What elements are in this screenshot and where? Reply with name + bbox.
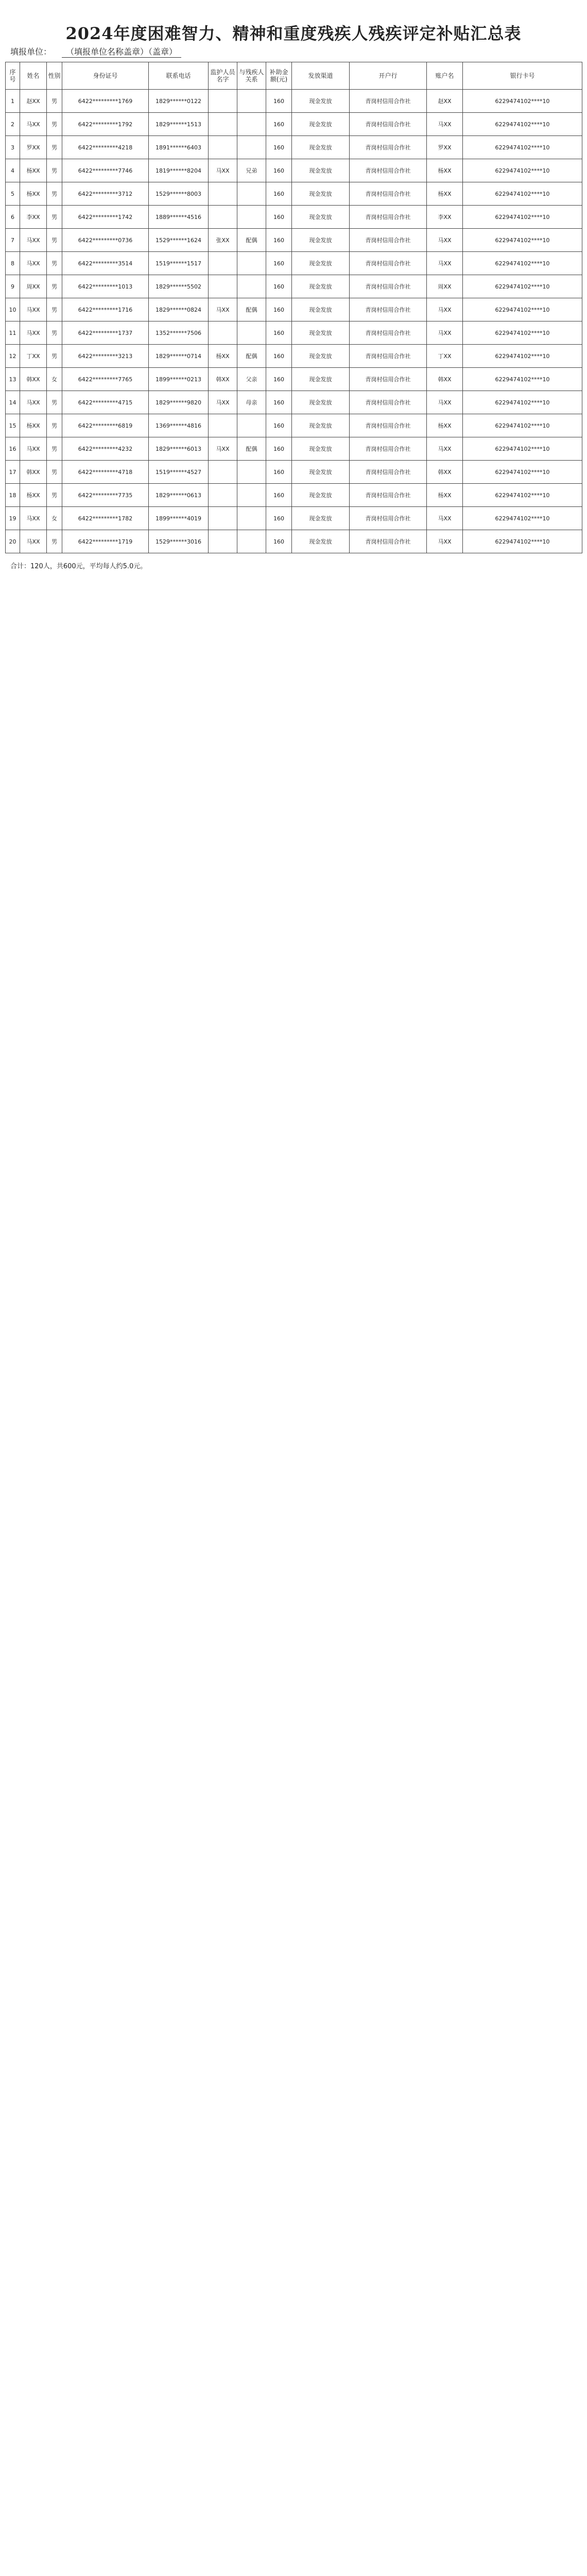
- table-cell: 3: [6, 136, 20, 159]
- table-row: [6, 507, 582, 530]
- table-cell: 6229474102****10: [463, 206, 582, 229]
- table-cell: 马XX: [209, 159, 237, 182]
- table-cell: 杨XX: [427, 159, 463, 182]
- table-cell: 1829******0122: [149, 90, 209, 113]
- table-cell: 青岗村信用合作社: [350, 391, 427, 414]
- table-cell: 1829******9820: [149, 391, 209, 414]
- table-cell: [237, 321, 266, 345]
- table-cell: [209, 206, 237, 229]
- table-cell: 1529******8003: [149, 182, 209, 206]
- table-cell: 6422*********4218: [62, 136, 149, 159]
- table-row: [6, 252, 582, 275]
- table-cell: 周XX: [427, 275, 463, 298]
- table-cell: 马XX: [20, 229, 47, 252]
- table-cell: 赵XX: [427, 90, 463, 113]
- table-cell: 1819******8204: [149, 159, 209, 182]
- table-cell: 杨XX: [20, 414, 47, 437]
- table-cell: [209, 484, 237, 507]
- table-cell: 10: [6, 298, 20, 321]
- header-cell: 监护人员名字: [209, 62, 237, 90]
- header-cell: 姓名: [20, 62, 47, 90]
- header-cell: 身份证号: [62, 62, 149, 90]
- table-cell: 杨XX: [427, 414, 463, 437]
- table-cell: 8: [6, 252, 20, 275]
- table-cell: 男: [47, 484, 62, 507]
- table-cell: 4: [6, 159, 20, 182]
- header-cell: 开户行: [350, 62, 427, 90]
- table-cell: 青岗村信用合作社: [350, 461, 427, 484]
- table-cell: 青岗村信用合作社: [350, 252, 427, 275]
- table-cell: 6229474102****10: [463, 275, 582, 298]
- table-cell: 现金发放: [292, 182, 350, 206]
- table-cell: 男: [47, 182, 62, 206]
- table-cell: 韩XX: [20, 461, 47, 484]
- table-cell: 6422*********1737: [62, 321, 149, 345]
- table-cell: 杨XX: [427, 484, 463, 507]
- table-cell: 6229474102****10: [463, 461, 582, 484]
- table-cell: 父亲: [237, 368, 266, 391]
- table-cell: 韩XX: [427, 461, 463, 484]
- table-row: [6, 391, 582, 414]
- table-cell: 6422*********7765: [62, 368, 149, 391]
- table-cell: 15: [6, 414, 20, 437]
- table-cell: 青岗村信用合作社: [350, 298, 427, 321]
- table-cell: 160: [266, 345, 292, 368]
- table-cell: 6229474102****10: [463, 136, 582, 159]
- table-cell: 18: [6, 484, 20, 507]
- table-cell: 韩XX: [20, 368, 47, 391]
- table-cell: 马XX: [427, 391, 463, 414]
- table-cell: 现金发放: [292, 345, 350, 368]
- table-cell: 1529******1624: [149, 229, 209, 252]
- table-cell: 青岗村信用合作社: [350, 507, 427, 530]
- table-cell: 杨XX: [209, 345, 237, 368]
- table-cell: 男: [47, 321, 62, 345]
- table-cell: 男: [47, 136, 62, 159]
- table-cell: 杨XX: [20, 182, 47, 206]
- header-cell: 性别: [47, 62, 62, 90]
- table-cell: 1829******1513: [149, 113, 209, 136]
- table-cell: 现金发放: [292, 507, 350, 530]
- table-cell: 马XX: [427, 229, 463, 252]
- header-cell: 与残疾人关系: [237, 62, 266, 90]
- table-cell: 李XX: [427, 206, 463, 229]
- table-row: [6, 275, 582, 298]
- table-cell: 韩XX: [209, 368, 237, 391]
- table-cell: [237, 136, 266, 159]
- table-cell: [237, 113, 266, 136]
- table-cell: [209, 90, 237, 113]
- table-cell: 6422*********1792: [62, 113, 149, 136]
- table-row: [6, 345, 582, 368]
- table-cell: [237, 252, 266, 275]
- table-cell: 马XX: [20, 391, 47, 414]
- table-cell: [209, 414, 237, 437]
- summary-sheet: [0, 0, 587, 570]
- table-cell: 马XX: [20, 252, 47, 275]
- table-row: [6, 229, 582, 252]
- table-cell: 6422*********3213: [62, 345, 149, 368]
- table-cell: 配偶: [237, 229, 266, 252]
- table-cell: 女: [47, 507, 62, 530]
- table-cell: 6229474102****10: [463, 345, 582, 368]
- table-cell: 1891******6403: [149, 136, 209, 159]
- table-row: [6, 414, 582, 437]
- unit-label: 填报单位：: [10, 47, 52, 57]
- table-cell: 6229474102****10: [463, 90, 582, 113]
- subsidy-table: [5, 62, 582, 553]
- table-cell: 现金发放: [292, 461, 350, 484]
- table-cell: 6422*********4718: [62, 461, 149, 484]
- table-cell: 6229474102****10: [463, 437, 582, 461]
- table-cell: 6229474102****10: [463, 530, 582, 553]
- table-cell: [237, 461, 266, 484]
- table-cell: 杨XX: [20, 159, 47, 182]
- table-cell: 6229474102****10: [463, 321, 582, 345]
- table-cell: 配偶: [237, 298, 266, 321]
- table-cell: 现金发放: [292, 391, 350, 414]
- table-cell: 青岗村信用合作社: [350, 414, 427, 437]
- table-cell: 1829******0824: [149, 298, 209, 321]
- table-cell: 配偶: [237, 345, 266, 368]
- table-row: [6, 182, 582, 206]
- table-cell: 马XX: [209, 298, 237, 321]
- table-cell: 青岗村信用合作社: [350, 182, 427, 206]
- table-cell: [209, 113, 237, 136]
- table-cell: 青岗村信用合作社: [350, 530, 427, 553]
- table-cell: [237, 275, 266, 298]
- table-cell: 6422*********3514: [62, 252, 149, 275]
- table-cell: 男: [47, 275, 62, 298]
- table-cell: 1829******6013: [149, 437, 209, 461]
- table-cell: [237, 182, 266, 206]
- table-cell: 男: [47, 298, 62, 321]
- table-cell: 母亲: [237, 391, 266, 414]
- table-cell: [237, 206, 266, 229]
- table-row: [6, 461, 582, 484]
- table-cell: 男: [47, 90, 62, 113]
- table-cell: 1899******0213: [149, 368, 209, 391]
- table-cell: 13: [6, 368, 20, 391]
- table-cell: 1369******4816: [149, 414, 209, 437]
- header-cell: 账户名: [427, 62, 463, 90]
- table-cell: 6229474102****10: [463, 507, 582, 530]
- table-cell: 6422*********1782: [62, 507, 149, 530]
- table-cell: 现金发放: [292, 229, 350, 252]
- table-body: [6, 90, 582, 553]
- table-cell: 马XX: [427, 252, 463, 275]
- table-cell: 马XX: [20, 437, 47, 461]
- table-cell: 马XX: [427, 507, 463, 530]
- table-cell: 160: [266, 530, 292, 553]
- table-cell: 6229474102****10: [463, 414, 582, 437]
- table-cell: 马XX: [20, 530, 47, 553]
- table-cell: 马XX: [20, 298, 47, 321]
- table-cell: 周XX: [20, 275, 47, 298]
- table-cell: 160: [266, 206, 292, 229]
- table-cell: 青岗村信用合作社: [350, 113, 427, 136]
- table-cell: 6422*********0736: [62, 229, 149, 252]
- table-cell: 男: [47, 229, 62, 252]
- table-cell: 7: [6, 229, 20, 252]
- header-cell: 序号: [6, 62, 20, 90]
- table-cell: 6422*********1716: [62, 298, 149, 321]
- table-cell: 1829******5502: [149, 275, 209, 298]
- unit-value: （填报单位名称盖章）（盖章）: [62, 45, 181, 58]
- table-cell: 男: [47, 530, 62, 553]
- table-cell: 12: [6, 345, 20, 368]
- table-cell: 配偶: [237, 437, 266, 461]
- table-cell: 青岗村信用合作社: [350, 437, 427, 461]
- table-cell: [209, 252, 237, 275]
- table-row: [6, 206, 582, 229]
- table-cell: 罗XX: [20, 136, 47, 159]
- table-cell: 6229474102****10: [463, 252, 582, 275]
- table-row: [6, 298, 582, 321]
- table-row: [6, 113, 582, 136]
- table-cell: 20: [6, 530, 20, 553]
- table-cell: 6422*********7746: [62, 159, 149, 182]
- header-cell: 补助金额(元): [266, 62, 292, 90]
- table-cell: [237, 530, 266, 553]
- table-cell: 青岗村信用合作社: [350, 484, 427, 507]
- table-cell: 李XX: [20, 206, 47, 229]
- table-row: [6, 368, 582, 391]
- table-cell: 16: [6, 437, 20, 461]
- table-cell: 160: [266, 368, 292, 391]
- table-row: [6, 90, 582, 113]
- table-cell: 2: [6, 113, 20, 136]
- table-cell: 男: [47, 159, 62, 182]
- table-cell: 现金发放: [292, 414, 350, 437]
- table-cell: 张XX: [209, 229, 237, 252]
- table-cell: 现金发放: [292, 437, 350, 461]
- table-cell: 6422*********4232: [62, 437, 149, 461]
- page-title: 2024年度困难智力、精神和重度残疾人残疾评定补贴汇总表: [65, 24, 522, 43]
- table-cell: 现金发放: [292, 321, 350, 345]
- table-cell: 马XX: [427, 437, 463, 461]
- table-cell: 14: [6, 391, 20, 414]
- table-cell: 现金发放: [292, 159, 350, 182]
- table-cell: 160: [266, 414, 292, 437]
- table-cell: 160: [266, 252, 292, 275]
- header-cell: 银行卡号: [463, 62, 582, 90]
- table-cell: 160: [266, 136, 292, 159]
- table-row: [6, 484, 582, 507]
- table-cell: 1829******0613: [149, 484, 209, 507]
- table-cell: 6422*********7735: [62, 484, 149, 507]
- table-cell: 青岗村信用合作社: [350, 159, 427, 182]
- table-cell: 女: [47, 368, 62, 391]
- table-cell: 男: [47, 437, 62, 461]
- table-cell: 160: [266, 90, 292, 113]
- table-cell: 160: [266, 182, 292, 206]
- table-cell: [209, 136, 237, 159]
- table-cell: 1352******7506: [149, 321, 209, 345]
- table-cell: 青岗村信用合作社: [350, 229, 427, 252]
- table-row: [6, 437, 582, 461]
- table-cell: 马XX: [20, 321, 47, 345]
- table-cell: 17: [6, 461, 20, 484]
- table-cell: [237, 90, 266, 113]
- table-cell: 男: [47, 414, 62, 437]
- table-cell: 青岗村信用合作社: [350, 206, 427, 229]
- table-row: [6, 530, 582, 553]
- table-cell: 青岗村信用合作社: [350, 136, 427, 159]
- header-cell: 联系电话: [149, 62, 209, 90]
- table-cell: 6229474102****10: [463, 159, 582, 182]
- table-cell: 青岗村信用合作社: [350, 275, 427, 298]
- table-cell: 现金发放: [292, 206, 350, 229]
- table-cell: [209, 275, 237, 298]
- table-cell: 160: [266, 321, 292, 345]
- table-cell: 男: [47, 461, 62, 484]
- table-cell: [209, 461, 237, 484]
- table-cell: 6422*********1013: [62, 275, 149, 298]
- table-cell: 160: [266, 461, 292, 484]
- table-cell: 6422*********6819: [62, 414, 149, 437]
- table-cell: 6229474102****10: [463, 229, 582, 252]
- table-cell: 青岗村信用合作社: [350, 368, 427, 391]
- meta-row: [0, 41, 587, 62]
- table-cell: 160: [266, 507, 292, 530]
- table-cell: 现金发放: [292, 368, 350, 391]
- table-cell: 6229474102****10: [463, 113, 582, 136]
- table-cell: 160: [266, 275, 292, 298]
- table-row: [6, 136, 582, 159]
- table-cell: 现金发放: [292, 298, 350, 321]
- table-cell: 马XX: [209, 437, 237, 461]
- table-cell: 马XX: [20, 507, 47, 530]
- table-cell: 青岗村信用合作社: [350, 90, 427, 113]
- table-cell: 160: [266, 391, 292, 414]
- table-cell: 马XX: [20, 113, 47, 136]
- table-cell: 6229474102****10: [463, 182, 582, 206]
- footnote: 合计：120人，共600元，平均每人约5.0元。: [10, 563, 147, 570]
- table-cell: 男: [47, 391, 62, 414]
- table-cell: 马XX: [427, 321, 463, 345]
- table-cell: 马XX: [209, 391, 237, 414]
- table-cell: 6422*********3712: [62, 182, 149, 206]
- table-cell: 160: [266, 298, 292, 321]
- table-cell: 男: [47, 113, 62, 136]
- table-cell: 6229474102****10: [463, 484, 582, 507]
- table-cell: 1529******3016: [149, 530, 209, 553]
- table-cell: 丁XX: [20, 345, 47, 368]
- table-cell: 1889******4516: [149, 206, 209, 229]
- table-cell: 青岗村信用合作社: [350, 345, 427, 368]
- table-cell: 1519******1517: [149, 252, 209, 275]
- table-cell: 杨XX: [427, 182, 463, 206]
- table-cell: 现金发放: [292, 275, 350, 298]
- table-cell: 现金发放: [292, 252, 350, 275]
- table-cell: 男: [47, 252, 62, 275]
- table-cell: 兄弟: [237, 159, 266, 182]
- table-cell: 11: [6, 321, 20, 345]
- table-cell: 6422*********1719: [62, 530, 149, 553]
- table-cell: [209, 507, 237, 530]
- table-cell: 9: [6, 275, 20, 298]
- table-cell: 19: [6, 507, 20, 530]
- table-cell: 赵XX: [20, 90, 47, 113]
- table-cell: 160: [266, 159, 292, 182]
- table-cell: 男: [47, 206, 62, 229]
- table-cell: 现金发放: [292, 90, 350, 113]
- table-row: [6, 159, 582, 182]
- header-cell: 发放渠道: [292, 62, 350, 90]
- table-cell: 160: [266, 229, 292, 252]
- table-cell: 6422*********4715: [62, 391, 149, 414]
- table-cell: 1519******4527: [149, 461, 209, 484]
- table-cell: 马XX: [427, 113, 463, 136]
- table-cell: [237, 484, 266, 507]
- table-cell: [209, 321, 237, 345]
- table-cell: 现金发放: [292, 136, 350, 159]
- table-cell: 160: [266, 113, 292, 136]
- table-cell: 6229474102****10: [463, 368, 582, 391]
- table-cell: 现金发放: [292, 484, 350, 507]
- table-header-row: [6, 62, 582, 90]
- table-cell: 男: [47, 345, 62, 368]
- table-cell: 6422*********1742: [62, 206, 149, 229]
- table-row: [6, 321, 582, 345]
- table-cell: 6229474102****10: [463, 391, 582, 414]
- table-cell: 现金发放: [292, 530, 350, 553]
- table-cell: 160: [266, 484, 292, 507]
- table-cell: 160: [266, 437, 292, 461]
- table-cell: 1899******4019: [149, 507, 209, 530]
- table-cell: 6229474102****10: [463, 298, 582, 321]
- table-cell: [237, 414, 266, 437]
- table-cell: [237, 507, 266, 530]
- table-cell: 1829******0714: [149, 345, 209, 368]
- table-cell: 6: [6, 206, 20, 229]
- table-cell: 马XX: [427, 530, 463, 553]
- table-cell: 现金发放: [292, 113, 350, 136]
- table-cell: 青岗村信用合作社: [350, 321, 427, 345]
- table-cell: 1: [6, 90, 20, 113]
- table-cell: 丁XX: [427, 345, 463, 368]
- table-cell: 6422*********1769: [62, 90, 149, 113]
- table-cell: 韩XX: [427, 368, 463, 391]
- table-cell: 马XX: [427, 298, 463, 321]
- table-cell: [209, 182, 237, 206]
- table-cell: 杨XX: [20, 484, 47, 507]
- table-cell: [209, 530, 237, 553]
- table-cell: 罗XX: [427, 136, 463, 159]
- table-cell: 5: [6, 182, 20, 206]
